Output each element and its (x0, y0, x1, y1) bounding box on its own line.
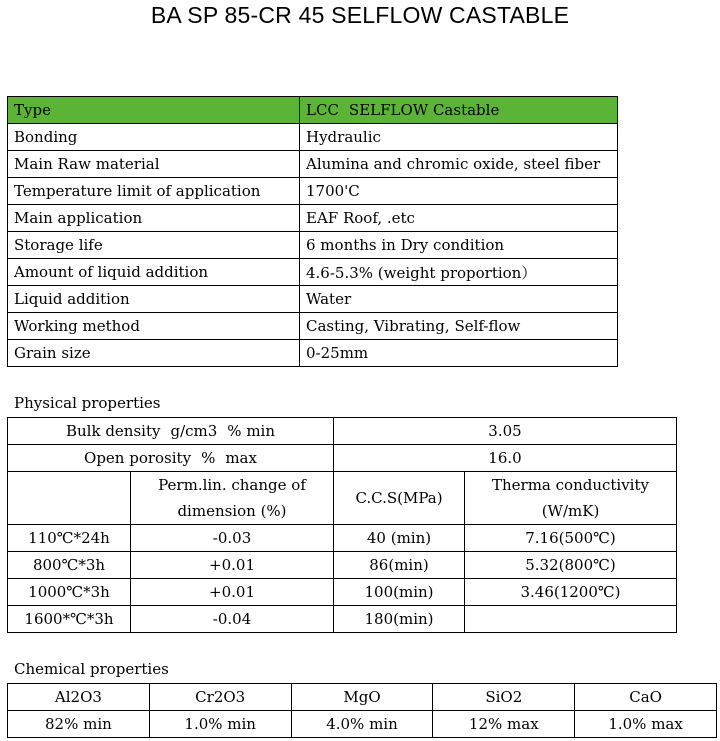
row-label: Amount of liquid addition (8, 259, 300, 286)
therm-header-line2: (W/mK) (541, 502, 600, 520)
physical-data-row (8, 525, 677, 552)
therm-value: 3.46(1200℃) (465, 579, 677, 606)
type-row (8, 286, 618, 313)
row-value: Alumina and chromic oxide, steel fiber (300, 151, 618, 178)
type-row (8, 124, 618, 151)
physical-properties-table (7, 417, 677, 633)
bulk-density-value: 3.05 (334, 418, 677, 445)
open-porosity-label: Open porosity (84, 449, 192, 467)
row-value: 6 months in Dry condition (300, 232, 618, 259)
perm-value: -0.03 (131, 525, 334, 552)
row-label: Main application (8, 205, 300, 232)
type-value-prefix: LCC (306, 101, 339, 119)
chem-value: 82% min (8, 711, 150, 738)
open-porosity-row (8, 445, 677, 472)
physical-data-row (8, 579, 677, 606)
chem-value: 1.0% min (149, 711, 291, 738)
open-porosity-unit: % (201, 449, 216, 467)
open-porosity-value: 16.0 (334, 445, 677, 472)
document-title: BA SP 85-CR 45 SELFLOW CASTABLE (150, 2, 570, 28)
ccs-header: C.C.S(MPa) (334, 472, 465, 525)
type-row (8, 313, 618, 340)
row-label: Working method (8, 313, 300, 340)
thermal-conductivity-header (465, 472, 677, 525)
chemical-properties-title: Chemical properties (14, 660, 169, 678)
ccs-value: 40 (min) (334, 525, 465, 552)
type-row (8, 232, 618, 259)
perm-lin-change-header (131, 472, 334, 525)
type-row (8, 178, 618, 205)
chemical-header-row (8, 684, 717, 711)
chem-header: MgO (291, 684, 433, 711)
therm-header-line1: Therma conductivity (491, 476, 649, 494)
type-row (8, 259, 618, 286)
row-value: 0-25mm (300, 340, 618, 367)
condition: 800℃*3h (8, 552, 131, 579)
type-properties-table (7, 96, 618, 367)
open-porosity-label-cell (8, 445, 334, 472)
bulk-density-row (8, 418, 677, 445)
therm-value: 7.16(500℃) (465, 525, 677, 552)
row-value: EAF Roof, .etc (300, 205, 618, 232)
chemical-properties-table (7, 683, 717, 738)
open-porosity-qualifier: max (225, 449, 257, 467)
row-value: Hydraulic (300, 124, 618, 151)
perm-value: +0.01 (131, 552, 334, 579)
physical-properties-title: Physical properties (14, 394, 161, 412)
row-value: Water (300, 286, 618, 313)
chem-value: 4.0% min (291, 711, 433, 738)
bulk-density-unit: g/cm3 (170, 422, 218, 440)
condition-header (8, 472, 131, 525)
ccs-value: 100(min) (334, 579, 465, 606)
condition: 1600*℃*3h (8, 606, 131, 633)
ccs-value: 86(min) (334, 552, 465, 579)
therm-value (465, 606, 677, 633)
perm-value: -0.04 (131, 606, 334, 633)
therm-value: 5.32(800℃) (465, 552, 677, 579)
type-row (8, 340, 618, 367)
chem-header: CaO (575, 684, 717, 711)
row-label: Main Raw material (8, 151, 300, 178)
row-value: Casting, Vibrating, Self-flow (300, 313, 618, 340)
ccs-value: 180(min) (334, 606, 465, 633)
row-label: Temperature limit of application (8, 178, 300, 205)
type-value-cell (300, 97, 618, 124)
bulk-density-qualifier: % min (227, 422, 275, 440)
physical-header-row (8, 472, 677, 525)
chem-header: Al2O3 (8, 684, 150, 711)
type-label-cell: Type (8, 97, 300, 124)
type-row (8, 205, 618, 232)
perm-header-line1: Perm.lin. change of (158, 476, 306, 494)
physical-data-row (8, 606, 677, 633)
chem-value: 1.0% max (575, 711, 717, 738)
bulk-density-label: Bulk density (65, 422, 161, 440)
row-value: 1700'C (300, 178, 618, 205)
row-label: Storage life (8, 232, 300, 259)
condition: 110℃*24h (8, 525, 131, 552)
type-row (8, 151, 618, 178)
chemical-value-row (8, 711, 717, 738)
chem-value: 12% max (433, 711, 575, 738)
row-label: Liquid addition (8, 286, 300, 313)
perm-header-line2: dimension (%) (177, 502, 287, 520)
chem-header: SiO2 (433, 684, 575, 711)
bulk-density-label-cell (8, 418, 334, 445)
row-label: Grain size (8, 340, 300, 367)
condition: 1000℃*3h (8, 579, 131, 606)
row-value: 4.6-5.3% (weight proportion） (300, 259, 618, 286)
row-label: Bonding (8, 124, 300, 151)
type-value-text: SELFLOW Castable (348, 101, 500, 119)
perm-value: +0.01 (131, 579, 334, 606)
chem-header: Cr2O3 (149, 684, 291, 711)
type-header-row (8, 97, 618, 124)
physical-data-row (8, 552, 677, 579)
